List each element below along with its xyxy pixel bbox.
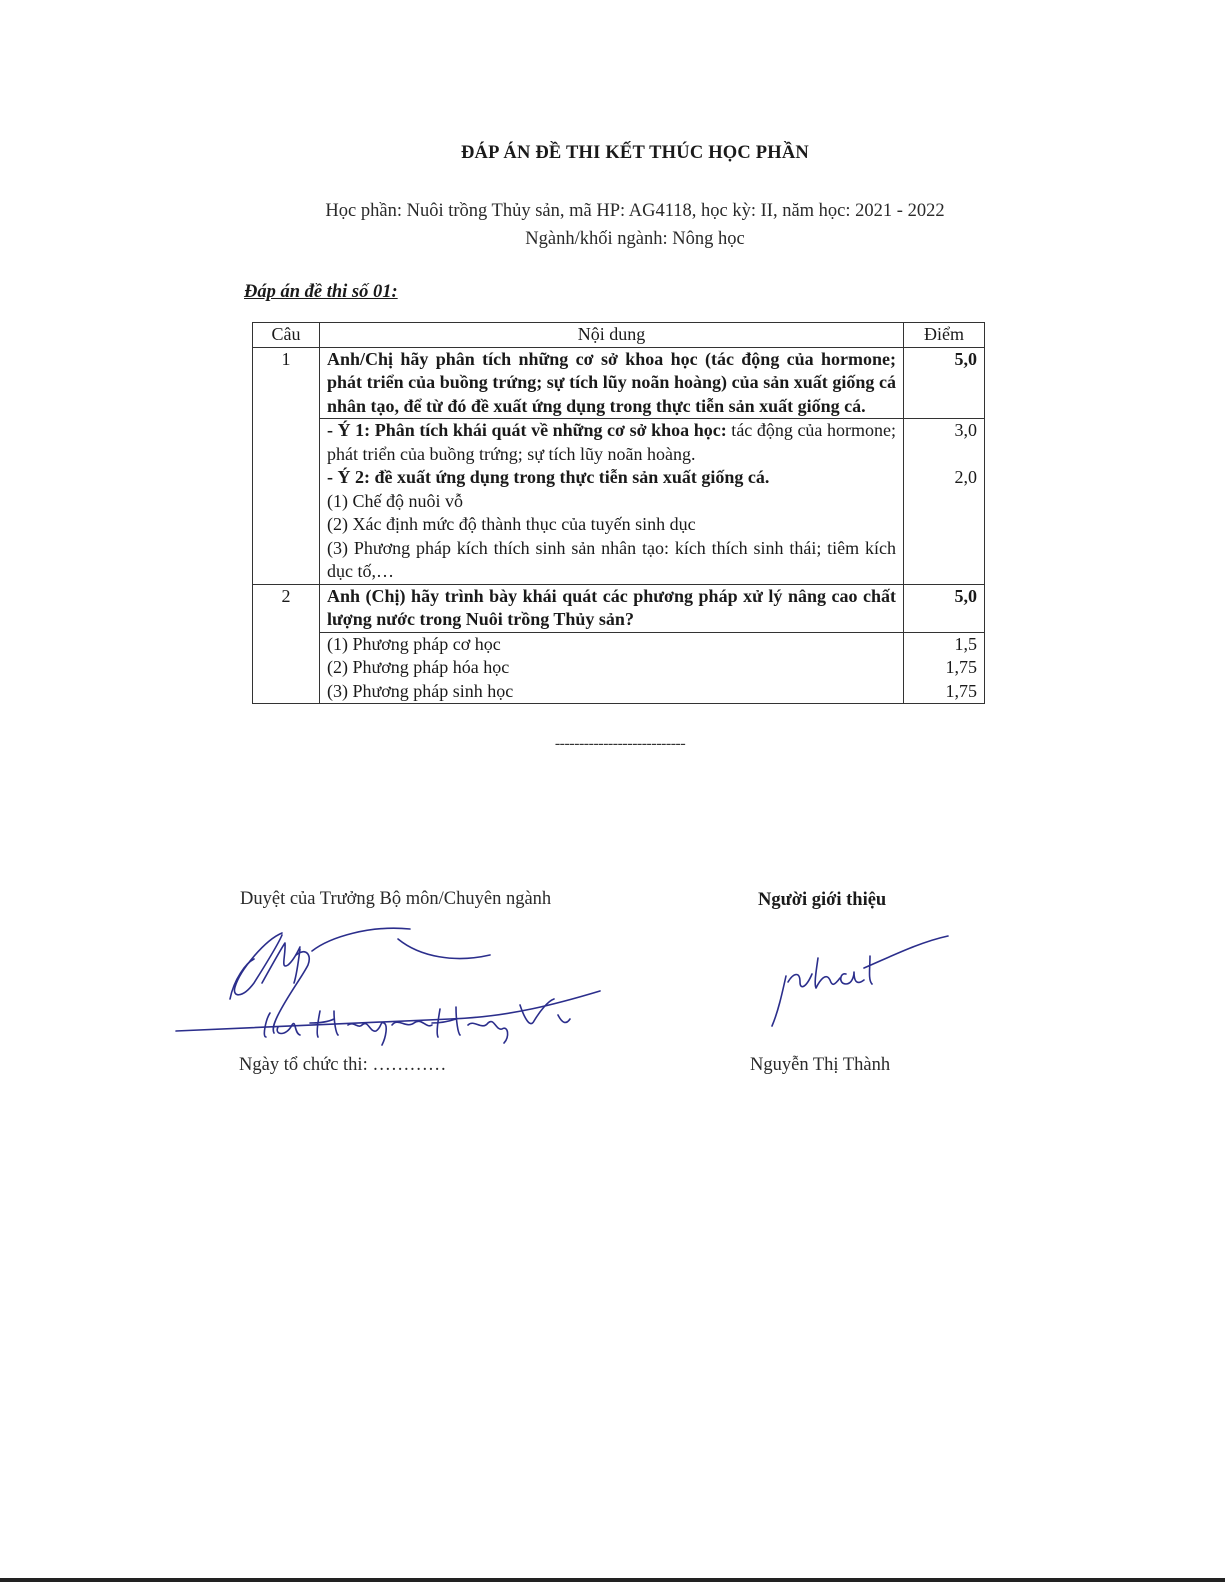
answer-point-label: - Ý 1: Phân tích khái quát về những cơ sở khoa học: <box>327 420 727 440</box>
question-number: 1 <box>253 347 320 584</box>
point-score: 2,0 <box>954 467 977 487</box>
table-header-row <box>253 323 985 348</box>
question-text: Anh (Chị) hãy trình bày khái quát các phương pháp xử lý nâng cao chất lượng nước trong Nuôi trồng Thủy sản? <box>320 584 904 632</box>
point-score: 3,0 <box>954 420 977 440</box>
answer-content <box>320 419 904 585</box>
list-item: (2) Phương pháp hóa học <box>327 657 510 677</box>
list-item: (1) Chế độ nuôi vỗ <box>327 490 463 511</box>
answer-table <box>252 322 985 704</box>
presenter-name: Nguyễn Thị Thành <box>750 1055 891 1075</box>
table-row <box>253 419 985 585</box>
answer-scores <box>904 419 985 585</box>
document-title: ĐÁP ÁN ĐỀ THI KẾT THÚC HỌC PHẦN <box>461 143 809 163</box>
page-bottom-rule <box>0 1578 1225 1582</box>
point-score: 1,75 <box>945 680 977 701</box>
list-item: (3) Phương pháp kích thích sinh sản nhân tạo: kích thích sinh thái; tiêm kích dục tố,… <box>327 537 896 581</box>
answer-scores <box>904 632 985 704</box>
exam-date: Ngày tổ chức thi: ………… <box>239 1055 447 1075</box>
approver-signature <box>170 925 610 1050</box>
question-score: 5,0 <box>904 584 985 632</box>
answer-heading: Đáp án đề thi số 01: <box>244 282 398 302</box>
header-content: Nội dung <box>320 323 904 348</box>
point-score: 1,5 <box>954 633 977 654</box>
list-item: (3) Phương pháp sinh học <box>327 680 514 701</box>
list-item: (1) Phương pháp cơ học <box>327 633 501 654</box>
presenter-label: Người giới thiệu <box>758 890 887 910</box>
table-row <box>253 584 985 632</box>
header-score: Điểm <box>904 323 985 348</box>
point-score: 1,75 <box>945 657 977 677</box>
course-info: Học phần: Nuôi trồng Thủy sản, mã HP: AG4118, học kỳ: II, năm học: 2021 - 2022 <box>325 201 945 221</box>
approver-label: Duyệt của Trưởng Bộ môn/Chuyên ngành <box>240 889 552 909</box>
question-score: 5,0 <box>904 347 985 419</box>
question-number: 2 <box>253 584 320 704</box>
list-item: (2) Xác định mức độ thành thục của tuyến sinh dục <box>327 514 696 534</box>
question-text: Anh/Chị hãy phân tích những cơ sở khoa học (tác động của hormone; phát triển của buồng trứng; sự tích lũy noãn hoàng) của sản xuất giống cá nhân tạo, để từ đó đề xuất ứng dụng trong thực tiễn sản xuất giống cá. <box>320 347 904 419</box>
answer-point-label: - Ý 2: đề xuất ứng dụng trong thực tiễn sản xuất giống cá. <box>327 467 770 487</box>
answer-content <box>320 632 904 704</box>
header-question: Câu <box>253 323 320 348</box>
table-row <box>253 632 985 704</box>
presenter-signature <box>760 928 960 1033</box>
table-row <box>253 347 985 419</box>
answer-point <box>327 419 896 466</box>
department-info: Ngành/khối ngành: Nông học <box>525 229 745 249</box>
answer-point-text: tác động của hormone; phát triển của buồng trứng; sự tích lũy noãn hoàng. <box>327 420 896 464</box>
separator: --------------------------- <box>554 735 686 752</box>
spacer <box>911 443 977 467</box>
